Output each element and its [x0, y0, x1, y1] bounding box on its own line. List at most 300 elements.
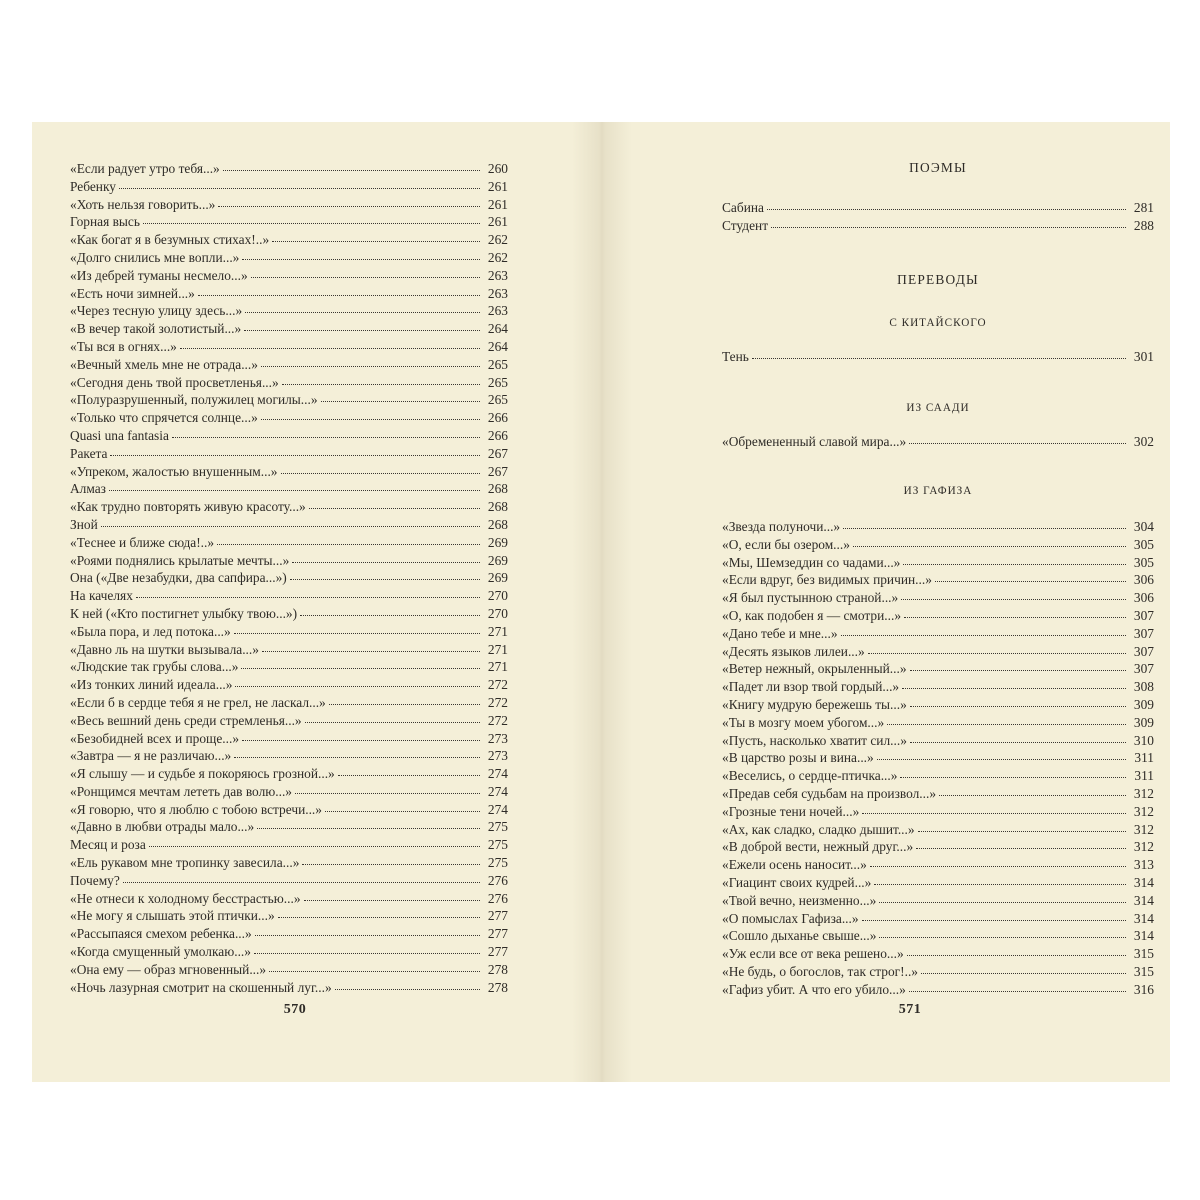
- toc-entry-page: 272: [487, 712, 508, 728]
- dot-leader: [752, 348, 1126, 359]
- toc-entry-title: «В доброй вести, нежный друг...»: [722, 839, 914, 855]
- toc-entry-title: «В вечер такой золотистый...»: [70, 321, 242, 337]
- dot-leader: [110, 445, 480, 456]
- toc-entry: [70, 943, 508, 961]
- dot-leader: [235, 676, 480, 687]
- toc-entry-title: «Я говорю, что я люблю с тобою встречи...»: [70, 801, 322, 817]
- poems-toc-list: [722, 199, 1154, 235]
- toc-entry: [722, 981, 1154, 999]
- dot-leader: [241, 658, 480, 669]
- toc-entry-title: «Если радует утро тебя...»: [70, 161, 220, 176]
- toc-entry-title: «Ах, как сладко, сладко дышит...»: [722, 821, 915, 837]
- toc-entry-title: «О помыслах Гафиза...»: [722, 910, 859, 926]
- right-page: [602, 122, 1170, 1082]
- dot-leader: [879, 927, 1126, 938]
- toc-entry-title: «Мы, Шемзеддин со чадами...»: [722, 554, 901, 570]
- hafiz-heading: ИЗ ГАФИЗА: [903, 485, 973, 497]
- dot-leader: [123, 872, 480, 883]
- dot-leader: [918, 821, 1126, 832]
- toc-entry-page: 310: [1133, 732, 1154, 748]
- dot-leader: [853, 536, 1126, 547]
- poems-heading: ПОЭМЫ: [909, 160, 967, 175]
- toc-entry-page: 265: [487, 392, 508, 408]
- china-heading: С КИТАЙСКОГО: [889, 317, 987, 329]
- toc-entry: [70, 890, 508, 908]
- toc-entry: [70, 801, 508, 819]
- dot-leader: [904, 607, 1126, 618]
- toc-entry: [70, 302, 508, 320]
- toc-entry-page: 309: [1133, 714, 1154, 730]
- toc-entry: [70, 196, 508, 214]
- dot-leader: [304, 890, 480, 901]
- toc-entry-page: 268: [487, 499, 508, 515]
- toc-entry-title: «Ежели осень наносит...»: [722, 857, 867, 873]
- toc-entry-title: «Теснее и ближе сюда!..»: [70, 534, 215, 550]
- toc-entry: [722, 696, 1154, 714]
- toc-entry-title: «Из дебрей туманы несмело...»: [70, 267, 248, 283]
- dot-leader: [879, 892, 1126, 903]
- toc-entry-title: «Безобидней всех и проще...»: [70, 730, 240, 746]
- dot-leader: [218, 196, 480, 207]
- toc-entry-title: «Как богат я в безумных стихах!..»: [70, 232, 270, 248]
- toc-entry-title: Студент: [722, 217, 769, 233]
- toc-entry-page: 305: [1133, 536, 1154, 552]
- toc-entry-title: «Долго снились мне вопли...»: [70, 249, 240, 265]
- toc-entry: [722, 199, 1154, 217]
- toc-entry-title: «Гиацинт своих кудрей...»: [722, 874, 872, 890]
- toc-entry-title: «Грозные тени ночей...»: [722, 803, 860, 819]
- china-toc-list: [722, 348, 1154, 366]
- dot-leader: [242, 730, 480, 741]
- dot-leader: [870, 856, 1126, 867]
- dot-leader: [172, 427, 480, 438]
- toc-entry: [70, 836, 508, 854]
- toc-entry: [70, 641, 508, 659]
- toc-entry-title: Сабина: [722, 200, 764, 215]
- dot-leader: [935, 571, 1126, 582]
- toc-entry-page: 262: [487, 249, 508, 265]
- toc-entry-title: «О, как подобен я — смотри...»: [722, 607, 902, 623]
- toc-entry: [722, 589, 1154, 607]
- toc-entry-page: 274: [487, 801, 508, 817]
- toc-entry: [70, 925, 508, 943]
- toc-entry-title: К ней («Кто постигнет улыбку твою...»): [70, 605, 298, 621]
- toc-entry: [722, 874, 1154, 892]
- toc-entry: [70, 783, 508, 801]
- toc-entry-title: «Не могу я слышать этой птички...»: [70, 908, 275, 924]
- dot-leader: [939, 785, 1126, 796]
- toc-entry-title: «Давно в любви отрады мало...»: [70, 819, 255, 835]
- toc-entry-title: «Ночь лазурная смотрит на скошенный луг...»: [70, 979, 332, 995]
- toc-entry: [70, 712, 508, 730]
- dot-leader: [261, 409, 480, 420]
- toc-entry: [70, 480, 508, 498]
- toc-entry: [70, 160, 508, 178]
- dot-leader: [767, 199, 1126, 210]
- toc-entry-title: Она («Две незабудки, два сапфира...»): [70, 570, 287, 586]
- dot-leader: [136, 587, 480, 598]
- toc-entry-title: «Как трудно повторять живую красоту...»: [70, 499, 306, 515]
- dot-leader: [910, 732, 1126, 743]
- toc-entry: [70, 587, 508, 605]
- toc-entry-page: 263: [487, 285, 508, 301]
- toc-entry-title: Горная высь: [70, 214, 140, 230]
- left-page-number: 570: [283, 1002, 307, 1017]
- dot-leader: [278, 907, 480, 918]
- toc-entry: [70, 231, 508, 249]
- dot-leader: [198, 285, 480, 296]
- toc-entry-page: 314: [1133, 892, 1154, 908]
- toc-entry-title: «Упреком, жалостью внушенным...»: [70, 463, 278, 479]
- toc-entry-title: Ракета: [70, 445, 108, 461]
- toc-entry-title: «Дано тебе и мне...»: [722, 625, 838, 641]
- toc-entry-page: 265: [487, 356, 508, 372]
- toc-entry: [70, 409, 508, 427]
- toc-entry-page: 278: [487, 961, 508, 977]
- dot-leader: [254, 943, 480, 954]
- dot-leader: [255, 925, 480, 936]
- dot-leader: [874, 874, 1126, 885]
- toc-entry-title: «Гафиз убит. А что его убило...»: [722, 981, 906, 997]
- toc-entry: [70, 747, 508, 765]
- dot-leader: [321, 391, 480, 402]
- toc-entry-page: 312: [1133, 839, 1154, 855]
- toc-entry-title: «Падет ли взор твой гордый...»: [722, 679, 900, 695]
- toc-entry-title: «Полуразрушенный, полужилец могилы...»: [70, 392, 318, 408]
- toc-entry: [70, 516, 508, 534]
- dot-leader: [325, 801, 480, 812]
- toc-entry-title: Почему?: [70, 872, 120, 888]
- toc-entry-page: 265: [487, 374, 508, 390]
- toc-entry-page: 274: [487, 766, 508, 782]
- toc-entry: [70, 979, 508, 997]
- dot-leader: [910, 696, 1126, 707]
- toc-entry-title: «Пусть, насколько хватит сил...»: [722, 732, 907, 748]
- toc-entry-title: Зной: [70, 516, 98, 532]
- dot-leader: [771, 217, 1126, 228]
- toc-entry-page: 271: [487, 659, 508, 675]
- toc-entry: [722, 571, 1154, 589]
- toc-entry: [70, 730, 508, 748]
- toc-entry-title: «Весь вешний день среди стремленья...»: [70, 712, 302, 728]
- toc-entry-page: 272: [487, 677, 508, 693]
- toc-entry: [70, 676, 508, 694]
- toc-entry-page: 312: [1133, 785, 1154, 801]
- toc-entry-page: 314: [1133, 928, 1154, 944]
- toc-entry-title: «Есть ночи зимней...»: [70, 285, 195, 301]
- toc-entry: [70, 552, 508, 570]
- toc-entry: [722, 963, 1154, 981]
- toc-entry: [722, 892, 1154, 910]
- toc-entry-page: 305: [1133, 554, 1154, 570]
- toc-entry-page: 302: [1133, 434, 1154, 449]
- dot-leader: [335, 979, 480, 990]
- toc-entry-page: 304: [1133, 519, 1154, 534]
- toc-entry-title: «О, если бы озером...»: [722, 536, 850, 552]
- toc-entry: [722, 821, 1154, 839]
- toc-entry-title: «Из тонких линий идеала...»: [70, 677, 233, 693]
- toc-entry-title: «Была пора, и лед потока...»: [70, 623, 231, 639]
- toc-entry: [722, 945, 1154, 963]
- dot-leader: [262, 641, 480, 652]
- dot-leader: [290, 569, 480, 580]
- toc-entry-title: «Не отнеси к холодному бесстрастью...»: [70, 890, 301, 906]
- toc-entry-page: 268: [487, 481, 508, 497]
- dot-leader: [877, 749, 1126, 760]
- toc-entry: [70, 534, 508, 552]
- dot-leader: [921, 963, 1126, 974]
- toc-entry: [70, 391, 508, 409]
- dot-leader: [143, 213, 480, 224]
- toc-entry-page: 307: [1133, 607, 1154, 623]
- toc-entry-title: «Вечный хмель мне не отрада...»: [70, 356, 258, 372]
- dot-leader: [244, 320, 480, 331]
- toc-entry-page: 269: [487, 534, 508, 550]
- toc-entry: [722, 625, 1154, 643]
- toc-entry-title: «Я был пустынною страной...»: [722, 590, 899, 606]
- dot-leader: [329, 694, 480, 705]
- dot-leader: [149, 836, 480, 847]
- toc-entry-page: 315: [1133, 946, 1154, 962]
- toc-entry: [722, 749, 1154, 767]
- toc-entry-page: 276: [487, 872, 508, 888]
- toc-entry-title: «Если б в сердце тебя я не грел, не ласкал...»: [70, 694, 326, 710]
- toc-entry-title: «Только что спрячется солнце...»: [70, 410, 258, 426]
- toc-entry-title: «Давно ль на шутки вызывала...»: [70, 641, 259, 657]
- toc-entry-page: 278: [487, 979, 508, 995]
- toc-entry-title: «Не будь, о богослов, так строг!..»: [722, 963, 919, 979]
- left-toc-list: [70, 160, 508, 996]
- toc-entry-page: 315: [1133, 963, 1154, 979]
- toc-entry-page: 260: [487, 161, 508, 176]
- toc-entry: [722, 678, 1154, 696]
- toc-entry: [722, 217, 1154, 235]
- dot-leader: [282, 374, 480, 385]
- toc-entry-page: 312: [1133, 803, 1154, 819]
- toc-entry: [722, 785, 1154, 803]
- dot-leader: [119, 178, 480, 189]
- toc-entry-page: 307: [1133, 625, 1154, 641]
- toc-entry-title: «Ты в мозгу моем убогом...»: [722, 714, 885, 730]
- dot-leader: [234, 747, 480, 758]
- dot-leader: [245, 302, 480, 313]
- dot-leader: [305, 712, 480, 723]
- dot-leader: [903, 554, 1126, 565]
- dot-leader: [234, 623, 480, 634]
- dot-leader: [902, 678, 1126, 689]
- toc-entry: [722, 803, 1154, 821]
- toc-entry: [722, 927, 1154, 945]
- right-page-number: 571: [898, 1002, 922, 1017]
- dot-leader: [292, 552, 480, 563]
- toc-entry-title: «Сошло дыханье свыше...»: [722, 928, 877, 944]
- toc-entry: [70, 961, 508, 979]
- toc-entry-page: 277: [487, 908, 508, 924]
- toc-entry: [722, 536, 1154, 554]
- dot-leader: [302, 854, 480, 865]
- dot-leader: [269, 961, 480, 972]
- toc-entry-page: 314: [1133, 910, 1154, 926]
- toc-entry-page: 264: [487, 321, 508, 337]
- toc-entry-page: 271: [487, 623, 508, 639]
- toc-entry-title: «Предав себя судьбам на произвол...»: [722, 785, 937, 801]
- toc-entry: [70, 872, 508, 890]
- toc-entry-page: 311: [1134, 768, 1154, 784]
- toc-entry-title: «Ель рукавом мне тропинку завесила...»: [70, 855, 300, 871]
- dot-leader: [909, 433, 1126, 444]
- toc-entry-page: 271: [487, 641, 508, 657]
- dot-leader: [338, 765, 480, 776]
- toc-entry-title: «Обремененный славой мира...»: [722, 434, 907, 449]
- toc-entry-title: «Рассыпаяся смехом ребенка...»: [70, 926, 252, 942]
- toc-entry-title: «Она ему — образ мгновенный...»: [70, 961, 267, 977]
- toc-entry-page: 314: [1133, 874, 1154, 890]
- dot-leader: [843, 518, 1126, 529]
- toc-entry-page: 269: [487, 570, 508, 586]
- dot-leader: [180, 338, 480, 349]
- toc-entry-page: 275: [487, 819, 508, 835]
- dot-leader: [907, 945, 1126, 956]
- left-page: [32, 122, 602, 1082]
- toc-entry-page: 275: [487, 855, 508, 871]
- toc-entry-page: 263: [487, 267, 508, 283]
- toc-entry-page: 311: [1134, 750, 1154, 766]
- toc-entry-page: 270: [487, 588, 508, 604]
- toc-entry: [70, 338, 508, 356]
- toc-entry-page: 273: [487, 730, 508, 746]
- toc-entry: [722, 433, 1154, 451]
- toc-entry-page: 277: [487, 926, 508, 942]
- toc-entry-page: 301: [1133, 349, 1154, 364]
- toc-entry-title: «Ветер нежный, окрыленный...»: [722, 661, 907, 677]
- toc-entry-title: «Веселись, о сердце-птичка...»: [722, 768, 898, 784]
- toc-entry: [70, 356, 508, 374]
- toc-entry-page: 261: [487, 214, 508, 230]
- toc-entry-title: «Твой вечно, неизменно...»: [722, 892, 877, 908]
- toc-entry: [722, 910, 1154, 928]
- toc-entry-title: «Ронщимся мечтам лететь дав волю...»: [70, 783, 292, 799]
- toc-entry-title: «Хоть нельзя говорить...»: [70, 196, 216, 212]
- dot-leader: [862, 803, 1126, 814]
- toc-entry: [70, 267, 508, 285]
- dot-leader: [868, 643, 1126, 654]
- toc-entry: [70, 249, 508, 267]
- toc-entry-title: На качелях: [70, 588, 133, 604]
- hafiz-toc-list: [722, 518, 1154, 999]
- toc-entry-title: «Уж если все от века решено...»: [722, 946, 904, 962]
- toc-entry-page: 262: [487, 232, 508, 248]
- toc-entry-title: «Если вдруг, без видимых причин...»: [722, 572, 932, 588]
- toc-entry: [70, 907, 508, 925]
- toc-entry-page: 313: [1133, 857, 1154, 873]
- toc-entry-page: 312: [1133, 821, 1154, 837]
- dot-leader: [223, 160, 480, 171]
- dot-leader: [295, 783, 480, 794]
- dot-leader: [109, 480, 480, 491]
- toc-entry-page: 276: [487, 890, 508, 906]
- toc-entry: [70, 320, 508, 338]
- dot-leader: [242, 249, 480, 260]
- toc-entry-page: 263: [487, 303, 508, 319]
- toc-entry: [722, 838, 1154, 856]
- toc-entry-page: 307: [1133, 643, 1154, 659]
- toc-entry-title: «Завтра — я не различаю...»: [70, 748, 232, 764]
- toc-entry: [722, 714, 1154, 732]
- toc-entry-page: 269: [487, 552, 508, 568]
- toc-entry: [722, 660, 1154, 678]
- toc-entry: [70, 818, 508, 836]
- toc-entry-title: Ребенку: [70, 178, 116, 194]
- toc-entry-page: 277: [487, 944, 508, 960]
- dot-leader: [281, 463, 481, 474]
- toc-entry: [70, 463, 508, 481]
- toc-entry-page: 272: [487, 694, 508, 710]
- dot-leader: [261, 356, 480, 367]
- saadi-toc-list: [722, 433, 1154, 451]
- toc-entry-title: «Я слышу — и судьбе я покоряюсь грозной...»: [70, 766, 335, 782]
- toc-entry-title: «Людские так грубы слова...»: [70, 659, 239, 675]
- toc-entry-page: 273: [487, 748, 508, 764]
- toc-entry-page: 267: [487, 445, 508, 461]
- toc-entry-title: «Через тесную улицу здесь...»: [70, 303, 243, 319]
- toc-entry: [70, 498, 508, 516]
- toc-entry: [722, 643, 1154, 661]
- toc-entry: [722, 732, 1154, 750]
- toc-entry: [722, 767, 1154, 785]
- dot-leader: [300, 605, 480, 616]
- toc-entry: [70, 374, 508, 392]
- toc-entry-page: 266: [487, 427, 508, 443]
- toc-entry-page: 288: [1133, 217, 1154, 233]
- toc-entry-page: 268: [487, 516, 508, 532]
- saadi-heading: ИЗ СААДИ: [906, 402, 970, 414]
- toc-entry: [70, 765, 508, 783]
- toc-entry: [722, 607, 1154, 625]
- toc-entry: [70, 694, 508, 712]
- toc-entry: [722, 348, 1154, 366]
- toc-entry-page: 306: [1133, 572, 1154, 588]
- translations-heading: ПЕРЕВОДЫ: [897, 272, 979, 287]
- toc-entry-title: «Роями поднялись крылатые мечты...»: [70, 552, 290, 568]
- toc-entry-page: 266: [487, 410, 508, 426]
- toc-entry-page: 261: [487, 196, 508, 212]
- toc-entry: [70, 623, 508, 641]
- toc-entry-page: 274: [487, 783, 508, 799]
- dot-leader: [251, 267, 480, 278]
- toc-entry: [70, 285, 508, 303]
- toc-entry-title: Месяц и роза: [70, 837, 146, 853]
- toc-entry-page: 267: [487, 463, 508, 479]
- dot-leader: [101, 516, 480, 527]
- dot-leader: [916, 838, 1126, 849]
- dot-leader: [862, 910, 1126, 921]
- toc-entry: [722, 856, 1154, 874]
- toc-entry-title: Тень: [722, 349, 749, 364]
- toc-entry-page: 307: [1133, 661, 1154, 677]
- toc-entry-page: 281: [1133, 200, 1154, 215]
- toc-entry-page: 316: [1133, 981, 1154, 997]
- toc-entry-page: 308: [1133, 679, 1154, 695]
- dot-leader: [841, 625, 1126, 636]
- toc-entry-title: «Когда смущенный умолкаю...»: [70, 944, 251, 960]
- toc-entry-page: 275: [487, 837, 508, 853]
- dot-leader: [309, 498, 480, 509]
- toc-entry-title: «Ты вся в огнях...»: [70, 338, 177, 354]
- toc-entry-page: 264: [487, 338, 508, 354]
- toc-entry: [722, 518, 1154, 536]
- toc-entry-page: 261: [487, 178, 508, 194]
- toc-entry: [70, 569, 508, 587]
